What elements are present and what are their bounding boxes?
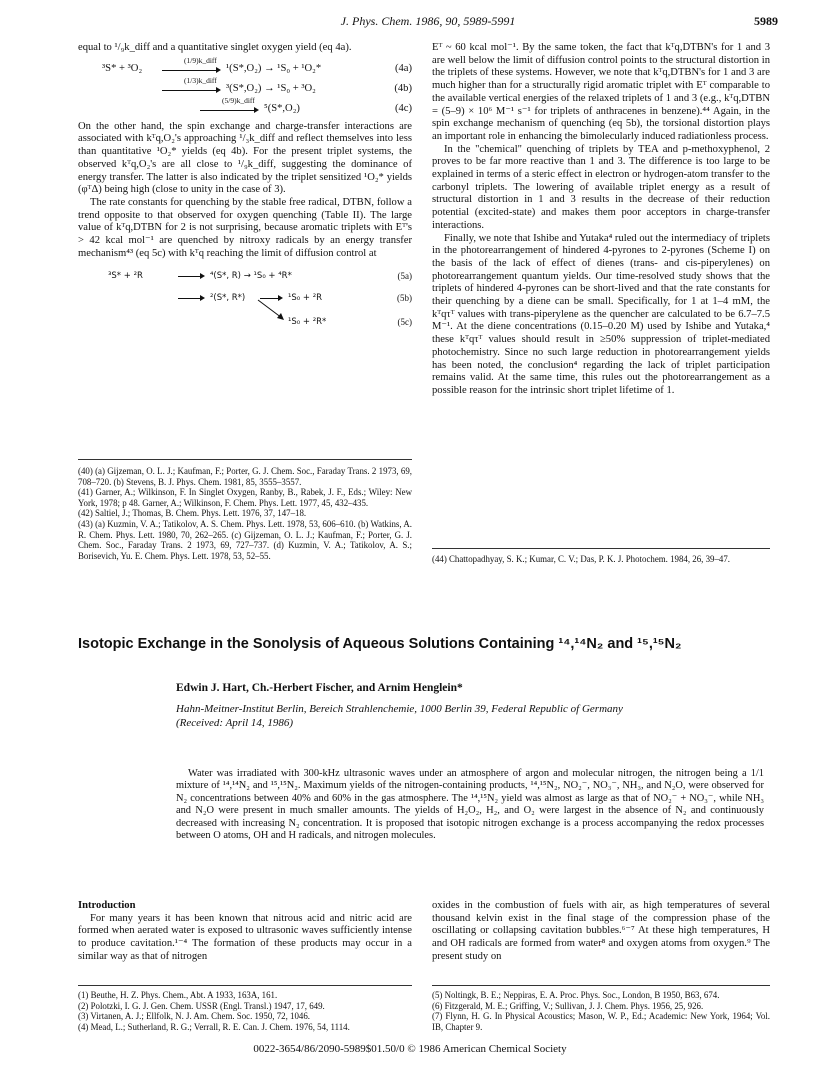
footnote-5: (5) Noltingk, B. E.; Neppiras, E. A. Proc. Phys. Soc., London, B 1950, B63, 674. — [432, 990, 720, 1000]
eq4b-arrowhead — [216, 87, 221, 93]
eq4b-arrow — [162, 90, 218, 91]
equation-4c — [78, 95, 412, 117]
eq5a-arrow — [178, 276, 202, 277]
page-number: 5989 — [754, 14, 778, 28]
article-title: Isotopic Exchange in the Sonolysis of Aqueous Solutions Containing ¹⁴,¹⁴N₂ and ¹⁵,¹⁵N₂ — [78, 636, 682, 652]
eq5a-lhs: ³S* + ²R — [108, 271, 143, 282]
affiliation-text: Hahn-Meitner-Institut Berlin, Bereich Strahlenchemie, 1000 Berlin 39, Federal Republic of Germany — [176, 703, 623, 715]
eq5a-arrowhead — [200, 273, 205, 279]
eq4c-arrow — [200, 110, 256, 111]
received-date: (Received: April 14, 1986) — [176, 717, 294, 729]
footnote-41: (41) Garner, A.; Wilkinson, F. In Singlet Oxygen, Ranby, B., Rabek, J. F., Eds.; Wiley: New York, 1978; p 48. Garner, A.; Wilkinson, F. Chem. Phys. Lett. 1977, 45, 432–435. — [78, 487, 412, 508]
eq5a-number: (5a) — [397, 271, 412, 282]
article-abstract: Water was irradiated with 300-kHz ultrasonic waves under an atmosphere of argon and molecular nitrogen, the nitrogen being a 1/1 mixture of ¹⁴,¹⁴N₂ and ¹⁵,¹⁵N₂. Maximum yields of the nitrogen-containing products, ¹⁴,¹⁵N₂, NO₂⁻, NO₃⁻, NH₃, and N₂O, were observed for N₂ concentrations between 40% and 60% in the gas atmosphere. The ¹⁴,¹⁵N₂ yield was almost as large as that of NO₂⁻ + NO₃⁻, while NH₃ and N₂O were present in much smaller amounts. The yields of H₂O₂, H₂, and O₂ were largest in the absence of N₂ and continuously decreased with increasing N₂ concentration. It is proposed that isotopic nitrogen exchange is a process accompanying the redox processes between O atoms, OH and H radicals, and nitrogen molecules. — [176, 768, 764, 842]
eq5b-intermediate: ²(S*, R*) — [210, 293, 246, 304]
footnote-4: (4) Mead, L.; Sutherland, R. G.; Verrall, R. E. Can. J. Chem. 1976, 54, 1114. — [78, 1021, 350, 1032]
eq4a-rhs: ¹(S*,O₂) → ¹S₀ + ¹O₂* — [226, 62, 322, 74]
eq4a-arrow — [162, 70, 218, 71]
article-authors: Edwin J. Hart, Ch.-Herbert Fischer, and Arnim Henglein* — [176, 682, 463, 694]
footnote-42: (42) Saltiel, J.; Thomas, B. Chem. Phys. Lett. 1976, 37, 147–18. — [78, 508, 307, 519]
eq5c-branch-arrow — [256, 298, 286, 324]
left-footnote-rule — [78, 459, 412, 460]
footnote-7: (7) Flynn, H. G. In Physical Acoustics; Mason, W. P., Ed.; Academic: New York, 1964; Vol. IB, Chapter 9. — [432, 1011, 770, 1032]
eq4c-rhs: ⁵(S*,O₂) — [264, 102, 300, 114]
footnote-43: (43) (a) Kuzmin, V. A.; Tatikolov, A. S. Chem. Phys. Lett. 1978, 53, 606–610. (b) Watkins, A. R. Chem. Phys. Lett. 1980, 70, 262–265. (c) Gijzeman, O. L. J.; Kaufman, F.; Porter, G. J. Chem. Soc., Faraday Trans. 2 1973, 69, 727–737. (d) Kuzmin, V. A.; Tatikolov, A. S.; Borisevich, Yu. E. Chem. Phys. Lett. 1978, 53, 52–55. — [78, 518, 412, 561]
eq5b-arrowhead — [200, 295, 205, 301]
eq4c-rate-label: (5/9)k_diff — [222, 95, 255, 105]
intro-right-text: oxides in the combustion of fuels with air, as high temperatures of several thousand kelvin exist in the final stage of the compression phase of the oscillating or collapsing cavitation bubbles.⁶⁻⁷ At these high temperatures, H and OH radicals are formed from water⁸ and oxygen atoms from oxygen.⁹ The present study on — [432, 900, 770, 962]
intro-left-footnotes — [78, 990, 412, 1032]
right-footnotes — [432, 554, 770, 565]
right-paragraph-2: In the "chemical" quenching of triplets by TEA and p-methoxyphenol, 2 proves to be far more reactive than 1 and 3. The difference is too large to be explained in terms of a steric effect in electron or hydrogen-atom transfer to the carbonyl triplets. The lowering of available triplet energy as a result of structural distortion in 1 and 3 results in the decrease of their reduction potential (excited-state) and makes them poor acceptors in charge-transfer interactions. — [432, 143, 770, 231]
left-column — [78, 42, 412, 332]
equation-5c — [78, 310, 412, 332]
eq5b-product: ¹S₀ + ²R — [288, 293, 323, 304]
right-paragraph-3: Finally, we note that Ishibe and Yutaka⁴ ruled out the intermediacy of triplets in the photorearrangement of hindered 4-pyrones to 2-pyrones (Scheme I) on the basis of the lack of effect of dienes (trans- and cis-piperylenes) on photorearrangement quantum yields. Our time-resolved study shows that the triplets of hindered 4-pyrones can be short-lived and that the rate constants for their quenching by a diene can be small. Specifically, for 1 at 1–4 mM, the kᵀqτᵀ values with trans-piperylene as the quencher are calculated to be 6.7–7.5 M⁻¹. At the diene concentrations (0.15–0.20 M) used by Ishibe and Yutaka,⁴ these kᵀqτᵀ values should result in ≥50% suppression of triplet-mediated photochemistry. Since no such large reduction in photorearrangement yields has been noted, the conclusion⁴ regarding the lack of triplet participation remains valid. At the same time, this rules out the photorearrangement as a possible reason for the intrinsic short triplet lifetime of 1. — [432, 232, 770, 396]
right-footnote-rule — [432, 548, 770, 549]
article-affiliation — [176, 702, 623, 730]
eq4b-rhs: ³(S*,O₂) → ¹S₀ + ³O₂ — [226, 82, 316, 94]
left-paragraph-1: On the other hand, the spin exchange and charge-transfer interactions are associated with kᵀq,O₂'s approaching ¹/₃k_diff and reflect themselves into less than quantitative ¹O₂* yields (eq 4b). For the present triplet systems, the observed kᵀq,O₂'s are all close to ¹/₉k_diff, suggesting the dominance of energy transfer. The latter is also indicated by the triplet sensitized ¹O₂* yields (φᵀΔ) being high (close to unity in the case of 3). — [78, 120, 412, 196]
footnote-2: (2) Polotzki, I. G. J. Gen. Chem. USSR (Engl. Transl.) 1947, 17, 649. — [78, 1000, 325, 1011]
footnote-44: (44) Chattopadhyay, S. K.; Kumar, C. V.; Das, P. K. J. Photochem. 1984, 26, 39–47. — [432, 554, 731, 564]
running-header — [78, 14, 778, 30]
intro-right-footnotes — [432, 990, 770, 1032]
intro-left-text: For many years it has been known that nitrous acid and nitric acid are formed when aerated water is exposed to ultrasonic waves sufficiently intense to produce cavitation.¹⁻⁴ The formation of these products may occur in a similar way as that of nitrogen — [78, 912, 412, 962]
right-column — [432, 42, 770, 398]
eq5c-product: ¹S₀ + ²R* — [288, 317, 327, 328]
eq4a-lhs: ³S* + ³O₂ — [102, 62, 143, 74]
eq4b-rate-label: (1/3)k_diff — [184, 75, 217, 85]
eq5b-arrow — [178, 298, 202, 299]
left-footnotes — [78, 466, 412, 561]
left-intro-line: equal to ¹/₉k_diff and a quantitative singlet oxygen yield (eq 4a). — [78, 42, 352, 53]
footnote-1: (1) Beuthe, H. Z. Phys. Chem., Abt. A 1933, 163A, 161. — [78, 990, 278, 1000]
eq4c-arrowhead — [254, 107, 259, 113]
introduction-heading: Introduction — [78, 900, 136, 911]
eq4a-arrowhead — [216, 67, 221, 73]
footnote-40: (40) (a) Gijzeman, O. L. J.; Kaufman, F.; Porter, G. J. Chem. Soc., Faraday Trans. 2 1973, 69, 708–720. (b) Stevens, B. J. Phys. Chem. 1981, 85, 3555–3557. — [78, 466, 412, 487]
eq5b-number: (5b) — [397, 293, 412, 304]
eq4a-number: (4a) — [394, 62, 412, 74]
eq4c-number: (4c) — [394, 102, 412, 114]
footnote-6: (6) Fitzgerald, M. E.; Griffing, V.; Sullivan, J. J. Chem. Phys. 1956, 25, 926. — [432, 1000, 704, 1011]
footnote-3: (3) Virtanen, A. J.; Ellfolk, N. J. Am. Chem. Soc. 1950, 72, 1046. — [78, 1011, 311, 1022]
eq5c-number: (5c) — [397, 317, 412, 328]
equation-4a — [78, 55, 412, 77]
copyright-line: 0022-3654/86/2090-5989$01.50/0 © 1986 American Chemical Society — [253, 1043, 567, 1055]
intro-right-footnote-rule — [432, 985, 770, 986]
equation-5a — [78, 266, 412, 288]
eq4b-number: (4b) — [394, 82, 412, 94]
eq4a-rate-label: (1/9)k_diff — [184, 55, 217, 65]
journal-citation: J. Phys. Chem. 1986, 90, 5989-5991 — [340, 14, 516, 28]
intro-right-column — [432, 900, 770, 964]
right-paragraph-1: Eᵀ ~ 60 kcal mol⁻¹. By the same token, the fact that kᵀq,DTBN's for 1 and 3 are well below the limit of diffusion control points to the structural distortion in the triplets of these systems. However, we note that kᵀq,DTBN's for 1 and 3 are much higher than for a structurally rigid aromatic triplet with Eᵀ comparable to the available vertical energies of the relaxed triplets of 1 and 3 (e.g., kᵀq,DTBN = (5–9) × 10⁶ M⁻¹ s⁻¹ for triplets of anthracenes in benzene).⁴⁴ Again, in the spin exchange mechanism of quenching (eq 5b), the torsional distortion plays an important role in enhancing the bimolecularly induced radiationless process. — [432, 42, 770, 142]
intro-left-footnote-rule — [78, 985, 412, 986]
equation-5b — [78, 288, 412, 310]
left-paragraph-2: The rate constants for quenching by the stable free radical, DTBN, follow a trend opposite to that observed for oxygen quenching (Table II). The large value of kᵀq,DTBN for 2 is not surprising, because aromatic triplets with Eᵀ's > 42 kcal mol⁻¹ are quenched by nitroxy radicals by an energy transfer mechanism⁴³ (eq 5c) with kᵀq reaching the limit of diffusion control at — [78, 196, 412, 259]
intro-left-column — [78, 900, 412, 964]
eq5a-rhs: ⁴(S*, R) → ¹S₀ + ⁴R* — [210, 271, 292, 282]
